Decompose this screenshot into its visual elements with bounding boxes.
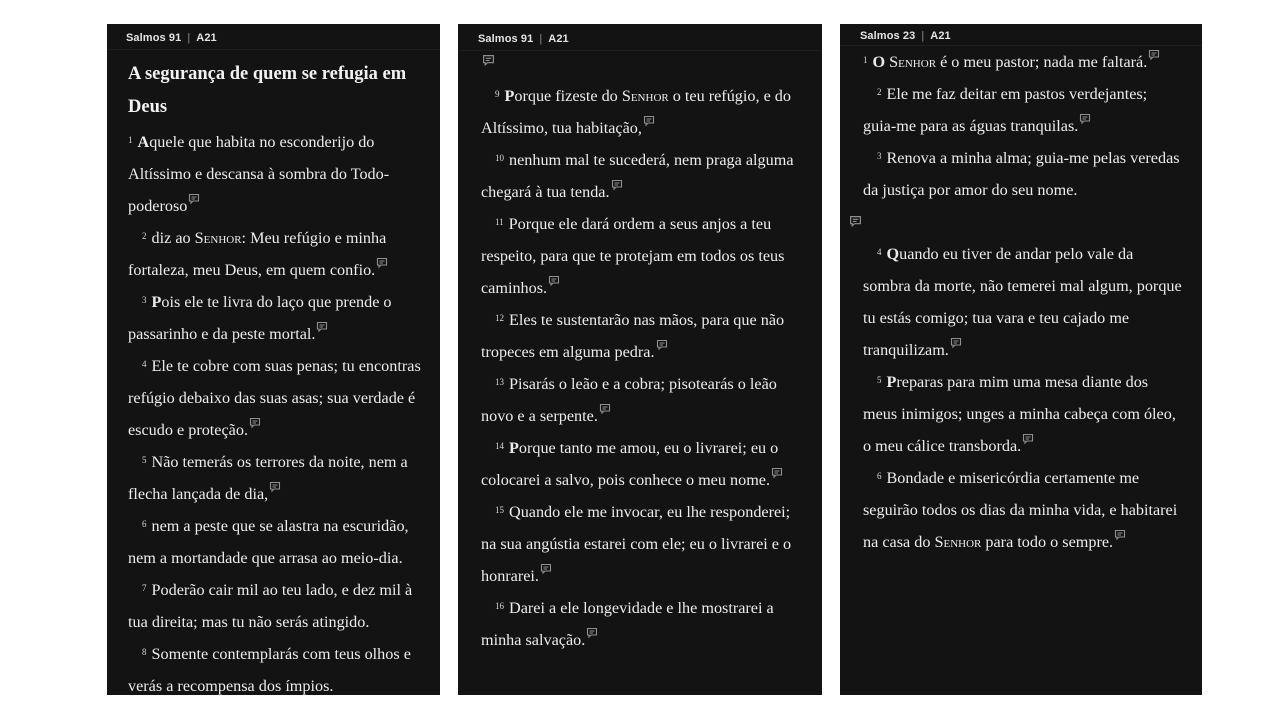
book-chapter-label: Salmos 23 xyxy=(860,30,916,42)
scripture-text xyxy=(107,58,440,695)
verse-1[interactable] xyxy=(863,46,1184,78)
verse-number: 9 xyxy=(495,89,500,99)
verse-drop-letter: Q xyxy=(886,245,900,263)
verse-drop-letter: A xyxy=(137,133,150,151)
verse-number: 2 xyxy=(142,231,147,241)
verse-16[interactable] xyxy=(481,592,802,656)
comment-note-icon[interactable] xyxy=(316,321,328,333)
comment-note-icon[interactable] xyxy=(950,337,962,349)
verse-number: 12 xyxy=(495,313,504,323)
verse-7[interactable] xyxy=(128,574,422,638)
comment-note-icon[interactable] xyxy=(1148,49,1160,61)
verse-number: 7 xyxy=(142,583,147,593)
comment-note-icon[interactable] xyxy=(599,403,611,415)
verse-6[interactable] xyxy=(863,462,1184,558)
verse-text: uando eu tiver de andar pelo vale da sombra da morte, não temerei mal algum, porque tu estás comigo; tua vara e teu cajado me tranquilizam. xyxy=(863,245,1182,359)
verse-number: 13 xyxy=(495,377,504,387)
comment-note-icon[interactable] xyxy=(611,179,623,191)
verse-text: Pisarás o leão e a cobra; pisotearás o leão novo e a serpente. xyxy=(481,375,777,425)
comment-note-icon[interactable] xyxy=(656,339,668,351)
verse-14[interactable] xyxy=(481,432,802,496)
verse-5[interactable] xyxy=(863,366,1184,462)
verse-drop-letter: P xyxy=(509,439,519,457)
verse-1[interactable] xyxy=(128,126,422,222)
comment-note-icon[interactable] xyxy=(771,467,783,479)
verse-4[interactable] xyxy=(128,350,422,446)
verse-text: o teu refúgio, e do Altíssimo, tua habitação, xyxy=(481,87,791,137)
verse-number: 6 xyxy=(877,471,882,481)
chapter-header[interactable] xyxy=(840,24,1202,46)
verse-3[interactable] xyxy=(128,286,422,350)
verse-number: 4 xyxy=(877,247,882,257)
comment-note-icon[interactable] xyxy=(376,257,388,269)
verse-text: Somente contemplarás com teus olhos e verás a recompensa dos ímpios. xyxy=(128,645,411,695)
verse-text: quele que habita no esconderijo do Altíssimo e descansa à sombra do Todo-poderoso xyxy=(128,133,390,215)
reader-panel-psalm-23 xyxy=(840,24,1202,695)
verse-text: ois ele te livra do laço que prende o passarinho e da peste mortal. xyxy=(128,293,392,343)
verse-number: 6 xyxy=(142,519,147,529)
verse-number: 3 xyxy=(142,295,147,305)
verse-number: 10 xyxy=(495,153,504,163)
verse-number: 8 xyxy=(142,647,147,657)
verse-drop-letter: P xyxy=(886,373,897,391)
verse-13[interactable] xyxy=(481,368,802,432)
verse-text: é o meu pastor; nada me faltará. xyxy=(936,53,1148,71)
verse-text: orque tanto me amou, eu o livrarei; eu o colocarei a salvo, pois conhece o meu nome. xyxy=(481,439,779,489)
verse-text: nem a peste que se alastra na escuridão, nem a mortandade que arrasa ao meio-dia. xyxy=(128,517,409,567)
comment-note-icon[interactable] xyxy=(849,215,861,227)
comment-note-icon[interactable] xyxy=(188,193,200,205)
verse-text: Renova a minha alma; guia-me pelas veredas da justiça por amor do seu nome. xyxy=(863,149,1180,199)
verse-number: 1 xyxy=(863,55,868,65)
verse-number: 11 xyxy=(495,217,504,227)
lord-smallcaps: Senhor xyxy=(621,87,669,105)
verse-drop-letter: P xyxy=(151,293,162,311)
reader-panel-psalm-91-part-1 xyxy=(107,24,440,695)
lord-smallcaps: Senhor xyxy=(934,533,982,551)
chapter-header[interactable] xyxy=(107,24,440,50)
verse-text: Ele me faz deitar em pastos verdejantes; guia-me para as águas tranquilas. xyxy=(863,85,1148,135)
verse-15[interactable] xyxy=(481,496,802,592)
verse-number: 14 xyxy=(495,441,504,451)
verse-6[interactable] xyxy=(128,510,422,574)
verse-text: Ele te cobre com suas penas; tu encontras refúgio debaixo das suas asas; sua verdade é escudo e proteção. xyxy=(128,357,421,439)
verse-text: : Meu refúgio e minha fortaleza, meu Deus, em quem confio. xyxy=(128,229,387,279)
chapter-header[interactable] xyxy=(458,24,822,51)
verse-text: orque fizeste do xyxy=(514,87,622,105)
verse-text: Poderão cair mil ao teu lado, e dez mil à tua direita; mas tu não serás atingido. xyxy=(128,581,413,631)
verse-2[interactable] xyxy=(128,222,422,286)
comment-note-icon[interactable] xyxy=(1079,113,1091,125)
verse-number: 16 xyxy=(495,601,504,611)
reader-panel-psalm-91-part-2 xyxy=(458,24,822,695)
header-separator: | xyxy=(539,33,543,45)
verse-4[interactable] xyxy=(863,238,1184,366)
verse-number: 5 xyxy=(877,375,882,385)
header-separator: | xyxy=(921,30,925,42)
comment-note-icon[interactable] xyxy=(269,481,281,493)
book-chapter-label: Salmos 91 xyxy=(126,32,182,44)
scripture-text xyxy=(458,51,822,656)
verse-text: Bondade e misericórdia certamente me seguirão todos os dias da minha vida, e habitarei na casa do xyxy=(863,469,1178,551)
verse-text: Porque ele dará ordem a seus anjos a teu respeito, para que te protejam em todos os teus caminhos. xyxy=(481,215,785,297)
verse-11[interactable] xyxy=(481,208,802,304)
verse-text: Quando ele me invocar, eu lhe responderei; na sua angústia estarei com ele; eu o livrarei e o honrarei. xyxy=(481,503,792,585)
verse-12[interactable] xyxy=(481,304,802,368)
verse-text: Não temerás os terrores da noite, nem a flecha lançada de dia, xyxy=(128,453,408,503)
version-label[interactable]: A21 xyxy=(548,33,569,45)
version-label[interactable]: A21 xyxy=(930,30,951,42)
verse-drop-letter: P xyxy=(504,87,515,105)
version-label[interactable]: A21 xyxy=(196,32,217,44)
orphan-note-row xyxy=(481,51,802,80)
verse-text: diz ao xyxy=(151,229,195,247)
verse-number: 5 xyxy=(142,455,147,465)
section-title: A segurança de quem se refugia em Deus xyxy=(128,64,407,117)
verse-8[interactable] xyxy=(128,638,422,695)
comment-note-icon[interactable] xyxy=(548,275,560,287)
lord-smallcaps: Senhor xyxy=(194,229,242,247)
comment-note-icon[interactable] xyxy=(1022,433,1034,445)
verse-number: 3 xyxy=(877,151,882,161)
verse-number: 15 xyxy=(495,505,504,515)
verse-2[interactable] xyxy=(863,78,1184,142)
verse-text: Eles te sustentarão nas mãos, para que não tropeces em alguma pedra. xyxy=(481,311,785,361)
book-chapter-label: Salmos 91 xyxy=(478,33,534,45)
comment-note-icon[interactable] xyxy=(540,563,552,575)
header-separator: | xyxy=(187,32,191,44)
verse-10[interactable] xyxy=(481,144,802,208)
comment-note-icon[interactable] xyxy=(586,627,598,639)
verse-number: 2 xyxy=(877,87,882,97)
verse-9[interactable] xyxy=(481,80,802,144)
comment-note-icon[interactable] xyxy=(249,417,261,429)
verse-3[interactable] xyxy=(863,142,1184,238)
verse-text: para todo o sempre. xyxy=(981,533,1114,551)
comment-note-icon[interactable] xyxy=(1114,529,1126,541)
verse-number: 4 xyxy=(142,359,147,369)
verse-drop-letter: O xyxy=(872,53,886,71)
verse-text: Darei a ele longevidade e lhe mostrarei a minha salvação. xyxy=(481,599,774,649)
verse-5[interactable] xyxy=(128,446,422,510)
comment-note-icon[interactable] xyxy=(482,54,494,66)
verse-text: reparas para mim uma mesa diante dos meus inimigos; unges a minha cabeça com óleo, o meu cálice transborda. xyxy=(863,373,1176,455)
comment-note-icon[interactable] xyxy=(643,115,655,127)
verse-number: 1 xyxy=(128,135,133,145)
verse-text: nenhum mal te sucederá, nem praga alguma chegará à tua tenda. xyxy=(481,151,794,201)
scripture-text xyxy=(840,46,1202,558)
lord-smallcaps: Senhor xyxy=(889,53,937,71)
